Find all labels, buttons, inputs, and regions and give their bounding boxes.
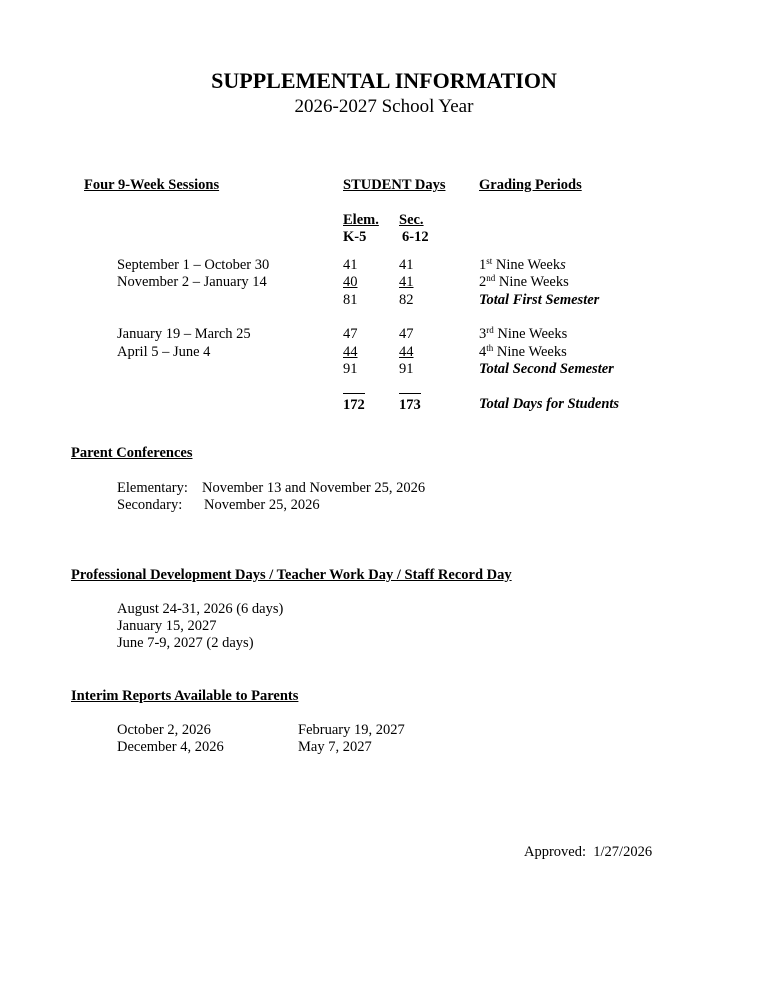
session-3-sec: 47	[399, 326, 414, 342]
session-2-elem: 40	[343, 274, 358, 290]
approved-date: Approved: 1/27/2026	[524, 844, 653, 860]
session-2-sec: 41	[399, 274, 414, 290]
prof-dev-heading: Professional Development Days / Teacher Work Day / Staff Record Day	[71, 567, 512, 583]
conf-sec-value: November 25, 2026	[204, 497, 320, 513]
k5-subheading: K-5	[343, 229, 367, 245]
interim-date: February 19, 2027	[298, 722, 405, 738]
session-1-period: 1st Nine Weeks	[479, 256, 566, 273]
second-semester-label: Total Second Semester	[479, 361, 614, 377]
conf-sec-label: Secondary:	[117, 497, 183, 513]
sec-subheading: Sec.	[399, 212, 424, 228]
second-semester-sec: 91	[399, 361, 414, 377]
prof-dev-item: January 15, 2027	[117, 618, 217, 634]
612-subheading: 6-12	[402, 229, 429, 245]
page-title: SUPPLEMENTAL INFORMATION	[211, 68, 557, 93]
first-semester-label: Total First Semester	[479, 292, 600, 308]
interim-date: May 7, 2027	[298, 739, 372, 755]
session-2-dates: November 2 – January 14	[117, 274, 267, 290]
conf-elem-value: November 13 and November 25, 2026	[202, 480, 426, 496]
session-4-elem: 44	[343, 344, 358, 360]
session-1-sec: 41	[399, 257, 414, 273]
parent-conferences-heading: Parent Conferences	[71, 445, 193, 461]
grading-periods-heading: Grading Periods	[479, 177, 582, 193]
prof-dev-item: August 24-31, 2026 (6 days)	[117, 601, 284, 617]
session-4-period: 4th Nine Weeks	[479, 343, 567, 360]
total-sec: 173	[399, 393, 421, 414]
elem-subheading: Elem.	[343, 212, 379, 228]
first-semester-elem: 81	[343, 292, 358, 308]
student-days-heading: STUDENT Days	[343, 177, 446, 193]
session-3-dates: January 19 – March 25	[117, 326, 251, 342]
session-2-period: 2nd Nine Weeks	[479, 273, 569, 290]
first-semester-sec: 82	[399, 292, 414, 308]
second-semester-elem: 91	[343, 361, 358, 377]
session-1-dates: September 1 – October 30	[117, 257, 270, 273]
session-4-dates: April 5 – June 4	[117, 344, 211, 360]
sessions-heading: Four 9-Week Sessions	[84, 177, 220, 193]
session-3-elem: 47	[343, 326, 358, 342]
prof-dev-item: June 7-9, 2027 (2 days)	[117, 635, 254, 651]
session-4-sec: 44	[399, 344, 414, 360]
page-subtitle: 2026-2027 School Year	[294, 96, 474, 117]
session-1-elem: 41	[343, 257, 358, 273]
total-days-label: Total Days for Students	[479, 396, 620, 412]
interim-date: December 4, 2026	[117, 739, 224, 755]
total-elem: 172	[343, 393, 365, 414]
session-3-period: 3rd Nine Weeks	[479, 325, 568, 342]
conf-elem-label: Elementary:	[117, 480, 188, 496]
interim-heading: Interim Reports Available to Parents	[71, 688, 299, 704]
interim-date: October 2, 2026	[117, 722, 211, 738]
